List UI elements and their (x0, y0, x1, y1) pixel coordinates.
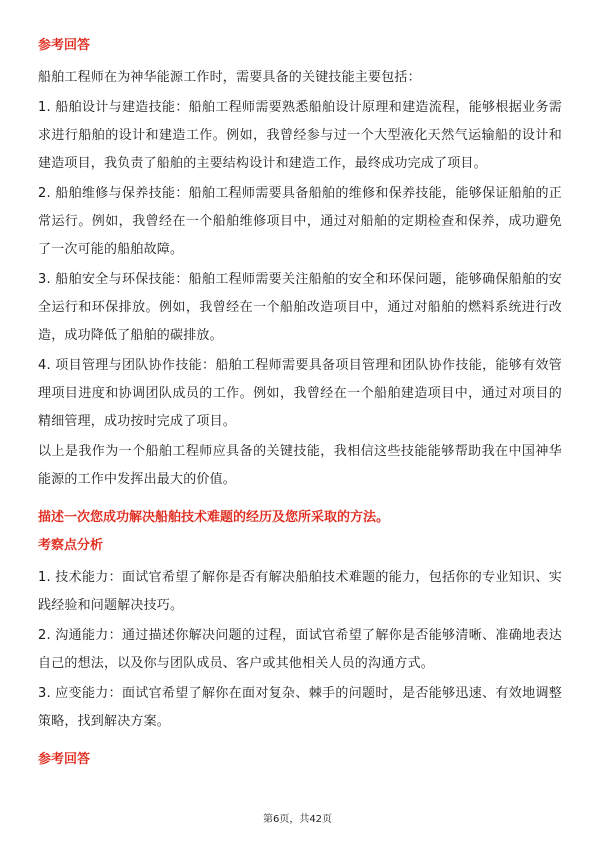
analysis-item-3: 3. 应变能力：面试官希望了解你在面对复杂、棘手的问题时，是否能够迅速、有效地调整策略，找到解决方案。 (38, 686, 562, 729)
analysis-heading: 考察点分析 (38, 538, 104, 553)
reference-answer-heading: 参考回答 (38, 38, 91, 53)
analysis-item-1: 1. 技术能力：面试官希望了解你是否有解决船舶技术难题的能力，包括你的专业知识、实践经验和问题解决技巧。 (38, 570, 562, 613)
skill-item-4: 4. 项目管理与团队协作技能：船舶工程师需要具备项目管理和团队协作技能，能够有效管理项目进度和协调团队成员的工作。例如，我曾经在一个船舶建造项目中，通过对项目的精细管理，成功按时完成了项目。 (38, 358, 562, 429)
skill-item-1: 1. 船舶设计与建造技能：船舶工程师需要熟悉船舶设计原理和建造流程，能够根据业务需求进行船舶的设计和建造工作。例如，我曾经参与过一个大型液化天然气运输船的设计和建造项目，我负责了船舶的主要结构设计和建造工作，最终成功完成了项目。 (38, 100, 562, 171)
answer-intro: 船舶工程师在为神华能源工作时，需要具备的关键技能主要包括： (38, 70, 421, 85)
reference-answer-heading-2: 参考回答 (38, 752, 91, 767)
page-number: 第6页，共42页 (262, 814, 333, 825)
document-page (38, 36, 562, 778)
interview-question: 描述一次您成功解决船舶技术难题的经历及您所采取的方法。 (38, 510, 390, 525)
answer-conclusion: 以上是我作为一个船舶工程师应具备的关键技能，我相信这些技能能够帮助我在中国神华能源的工作中发挥出最大的价值。 (38, 444, 562, 487)
skill-item-3: 3. 船舶安全与环保技能：船舶工程师需要关注船舶的安全和环保问题，能够确保船舶的安全运行和环保排放。例如，我曾经在一个船舶改造项目中，通过对船舶的燃料系统进行改造，成功降低了船舶的碳排放。 (38, 272, 562, 343)
analysis-item-2: 2. 沟通能力：通过描述你解决问题的过程，面试官希望了解你是否能够清晰、准确地表达自己的想法，以及你与团队成员、客户或其他相关人员的沟通方式。 (38, 628, 562, 671)
skill-item-2: 2. 船舶维修与保养技能：船舶工程师需要具备船舶的维修和保养技能，能够保证船舶的正常运行。例如，我曾经在一个船舶维修项目中，通过对船舶的定期检查和保养，成功避免了一次可能的船舶故障。 (38, 186, 562, 257)
